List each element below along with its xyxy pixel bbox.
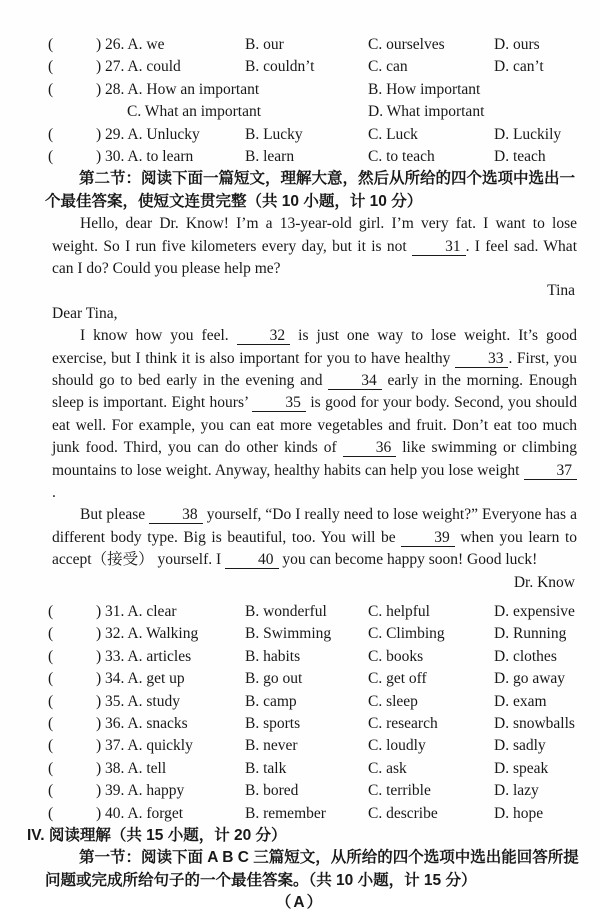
question-29-option-d: D. Luckily — [494, 125, 562, 143]
question-row-38 — [0, 758, 600, 780]
question-34-option-c: C. get off — [368, 670, 427, 688]
question-28-option-d: D. What important — [368, 103, 485, 121]
question-row-29 — [0, 124, 600, 146]
cloze-blank-36: 36 — [343, 440, 397, 457]
cloze-options-26-30 — [0, 34, 600, 168]
question-row-28-continued — [0, 101, 600, 123]
question-28-option-b: B. How important — [368, 80, 481, 98]
answer-bracket-28: ( — [48, 80, 54, 98]
question-40-option-b: B. remember — [245, 804, 326, 822]
question-31-option-a: ) 31. A. clear — [96, 603, 177, 621]
question-32-option-b: B. Swimming — [245, 625, 332, 643]
know-signature: Dr. Know — [513, 573, 575, 591]
answer-bracket-40: ( — [48, 804, 54, 822]
question-36-option-c: C. research — [368, 715, 438, 733]
question-30-option-a: ) 30. A. to learn — [96, 147, 194, 165]
answer-bracket-35: ( — [48, 692, 54, 710]
question-row-39 — [0, 780, 600, 802]
question-38-option-b: B. talk — [245, 759, 287, 777]
question-33-option-c: C. books — [368, 647, 424, 665]
answer-bracket-37: ( — [48, 737, 54, 755]
answer-bracket-34: ( — [48, 670, 54, 688]
question-35-option-d: D. exam — [494, 692, 547, 710]
question-35-option-c: C. sleep — [368, 692, 418, 710]
question-row-37 — [0, 735, 600, 757]
tina-letter-paragraph: Hello, dear Dr. Know! I’m a 13-year-old girl. I’m very fat. I want to lose weight. So I run five kilometers every day, but it is not 31 . I feel sad. What can I do? Could you please help me? — [52, 215, 577, 277]
answer-bracket-39: ( — [48, 782, 54, 800]
question-35-option-b: B. camp — [245, 692, 297, 710]
cloze-blank-38: 38 — [149, 507, 203, 524]
question-row-27 — [0, 56, 600, 78]
question-29-option-b: B. Lucky — [245, 125, 303, 143]
question-32-option-a: ) 32. A. Walking — [96, 625, 199, 643]
question-30-option-c: C. to teach — [368, 147, 435, 165]
question-row-28 — [0, 79, 600, 101]
question-40-option-d: D. hope — [494, 804, 544, 822]
salutation: Dear Tina, — [52, 304, 118, 322]
question-36-option-d: D. snowballs — [494, 715, 575, 733]
question-34-option-b: B. go out — [245, 670, 303, 688]
question-39-option-b: B. bored — [245, 782, 299, 800]
question-29-option-c: C. Luck — [368, 125, 418, 143]
question-row-31 — [0, 601, 600, 623]
question-39-option-c: C. terrible — [368, 782, 431, 800]
question-34-option-d: D. go away — [494, 670, 566, 688]
question-30-option-b: B. learn — [245, 147, 295, 165]
know-letter-paragraph-2: But please 38 yourself, “Do I really need to lose weight?” Everyone has a different body type. Big is beautiful, too. You will be 39 when you learn to accept（接受） yourself. I 40 you can become happy soon! Good luck! — [52, 506, 577, 569]
answer-bracket-33: ( — [48, 647, 54, 665]
cloze-blank-34: 34 — [328, 373, 382, 390]
question-38-option-a: ) 38. A. tell — [96, 759, 167, 777]
question-36-option-a: ) 36. A. snacks — [96, 715, 188, 733]
question-40-option-a: ) 40. A. forget — [96, 804, 184, 822]
answer-bracket-29: ( — [48, 125, 54, 143]
answer-bracket-32: ( — [48, 625, 54, 643]
answer-bracket-30: ( — [48, 147, 54, 165]
answer-bracket-38: ( — [48, 759, 54, 777]
answer-bracket-36: ( — [48, 715, 54, 733]
cloze-blank-35: 35 — [252, 395, 306, 412]
question-27-option-c: C. can — [368, 58, 408, 76]
question-row-35 — [0, 691, 600, 713]
question-31-option-b: B. wonderful — [245, 603, 327, 621]
cloze-blank-40: 40 — [225, 552, 279, 569]
question-35-option-a: ) 35. A. study — [96, 692, 180, 710]
question-row-40 — [0, 803, 600, 825]
question-37-option-d: D. sadly — [494, 737, 546, 755]
cloze-options-31-40 — [0, 601, 600, 825]
question-38-option-d: D. speak — [494, 759, 549, 777]
question-34-option-a: ) 34. A. get up — [96, 670, 185, 688]
question-39-option-a: ) 39. A. happy — [96, 782, 185, 800]
question-33-option-b: B. habits — [245, 647, 301, 665]
question-row-32 — [0, 623, 600, 645]
cloze-blank-39: 39 — [401, 530, 455, 547]
question-37-option-b: B. never — [245, 737, 298, 755]
question-33-option-a: ) 33. A. articles — [96, 647, 192, 665]
know-letter-paragraph-1: I know how you feel. 32 is just one way to lose weight. It’s good exercise, but I think it is also important for you to have healthy 33 . First, you should go to bed early in the evening and 34 early in the morning. Enough sleep is important. Eight hours’ 35 is good for your body. Second, you should eat well. For example, you can eat more vegetables and fruit. Don’t eat too much junk food. Third, you can do other kinds of 36 like swimming or climbing mountains to lose weight. Anyway, healthy habits can help you lose weight 37. — [52, 327, 578, 502]
question-row-34 — [0, 668, 600, 690]
question-26-option-c: C. ourselves — [368, 36, 445, 53]
question-32-option-c: C. Climbing — [368, 625, 445, 643]
section4-subheader: 第一节：阅读下面 A B C 三篇短文，从所给的四个选项中选出能回答所提问题或完成所给句子的一个最佳答案。（共 10 小题，计 15 分） — [45, 849, 579, 889]
question-26-option-b: B. our — [245, 36, 284, 53]
question-26-option-d: D. ours — [494, 36, 540, 53]
section4-header: IV. 阅读理解（共 15 小题，计 20 分） — [27, 826, 287, 844]
question-28-option-a: ) 28. A. How an important — [96, 80, 260, 98]
question-27-option-d: D. can’t — [494, 58, 544, 76]
question-27-option-b: B. couldn’t — [245, 58, 315, 76]
question-38-option-c: C. ask — [368, 759, 407, 777]
question-31-option-c: C. helpful — [368, 603, 430, 621]
cloze-blank-31: 31 — [412, 239, 466, 256]
question-37-option-a: ) 37. A. quickly — [96, 737, 193, 755]
question-33-option-d: D. clothes — [494, 647, 557, 665]
question-31-option-d: D. expensive — [494, 603, 575, 621]
question-row-36 — [0, 713, 600, 735]
tina-signature: Tina — [547, 282, 575, 300]
question-40-option-c: C. describe — [368, 804, 438, 822]
cloze-blank-33: 33 — [455, 351, 509, 368]
question-row-30 — [0, 146, 600, 168]
question-32-option-d: D. Running — [494, 625, 567, 643]
question-28-option-c: C. What an important — [127, 103, 262, 121]
question-30-option-d: D. teach — [494, 147, 546, 165]
cloze-blank-32: 32 — [237, 328, 291, 345]
question-row-26 — [0, 34, 600, 56]
question-26-option-a: ) 26. A. we — [96, 36, 165, 53]
question-row-33 — [0, 646, 600, 668]
question-27-option-a: ) 27. A. could — [96, 58, 181, 76]
question-39-option-d: D. lazy — [494, 782, 539, 800]
answer-bracket-27: ( — [48, 58, 54, 76]
answer-bracket-26: ( — [48, 36, 54, 53]
section2-header: 第二节：阅读下面一篇短文，理解大意，然后从所给的四个选项中选出一个最佳答案，使短文连贯完整（共 10 小题，计 10 分） — [45, 170, 576, 210]
passage-a-label: （A） — [275, 894, 325, 912]
question-29-option-a: ) 29. A. Unlucky — [96, 125, 200, 143]
question-37-option-c: C. loudly — [368, 737, 426, 755]
cloze-blank-37: 37 — [524, 463, 578, 480]
answer-bracket-31: ( — [48, 603, 54, 621]
question-36-option-b: B. sports — [245, 715, 301, 733]
